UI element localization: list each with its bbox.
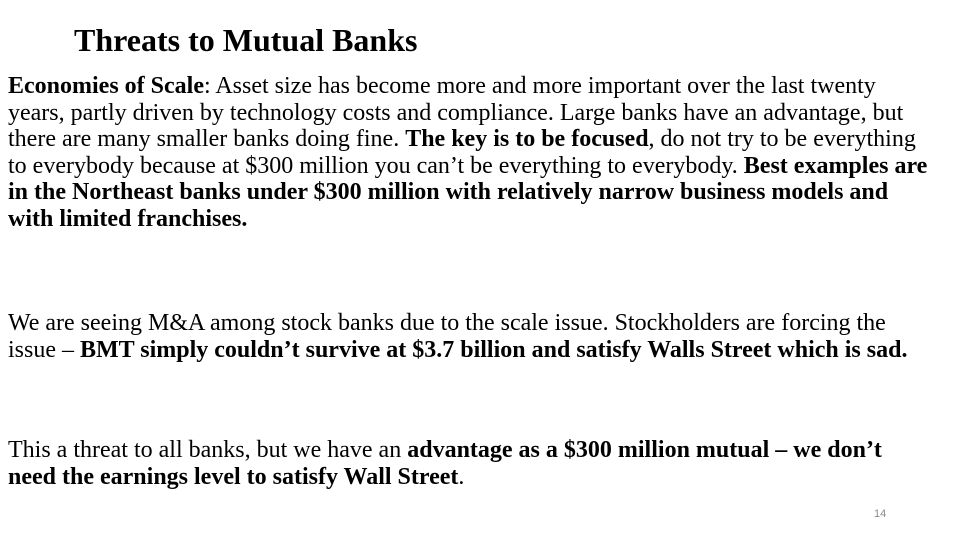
text-run: advantage as a $300 million mutual – we don’t need the earnings level to satisfy Wall Street <box>8 437 882 490</box>
text-run: : Asset size has become more and more important over the last twenty years, partly driven by technology costs and compliance. Large banks have an advantage, but there are many smaller banks doing fine. <box>8 73 904 152</box>
paragraph-threat-advantage <box>8 437 933 490</box>
text-run: Best examples are in the Northeast banks under $300 million with relatively narrow business models and with limited franchises. <box>8 152 928 232</box>
page-number: 14 <box>874 508 887 520</box>
paragraph-mergers <box>8 310 933 363</box>
text-run: BMT simply couldn’t survive at $3.7 billion and satisfy Walls Street which is sad. <box>80 336 908 363</box>
slide-title: Threats to Mutual Banks <box>74 22 418 58</box>
paragraph-economies-of-scale <box>8 73 933 232</box>
text-run: . <box>458 463 465 490</box>
text-run: This a threat to all banks, but we have an <box>8 437 408 463</box>
text-run: , do not try to be everything to everybody because at $300 million you can’t be everything to everybody. <box>8 126 916 179</box>
text-run: Economies of Scale <box>8 73 204 99</box>
text-run: We are seeing M&A among stock banks due to the scale issue. Stockholders are forcing the issue – <box>8 310 886 363</box>
text-run: The key is to be focused <box>405 126 649 152</box>
